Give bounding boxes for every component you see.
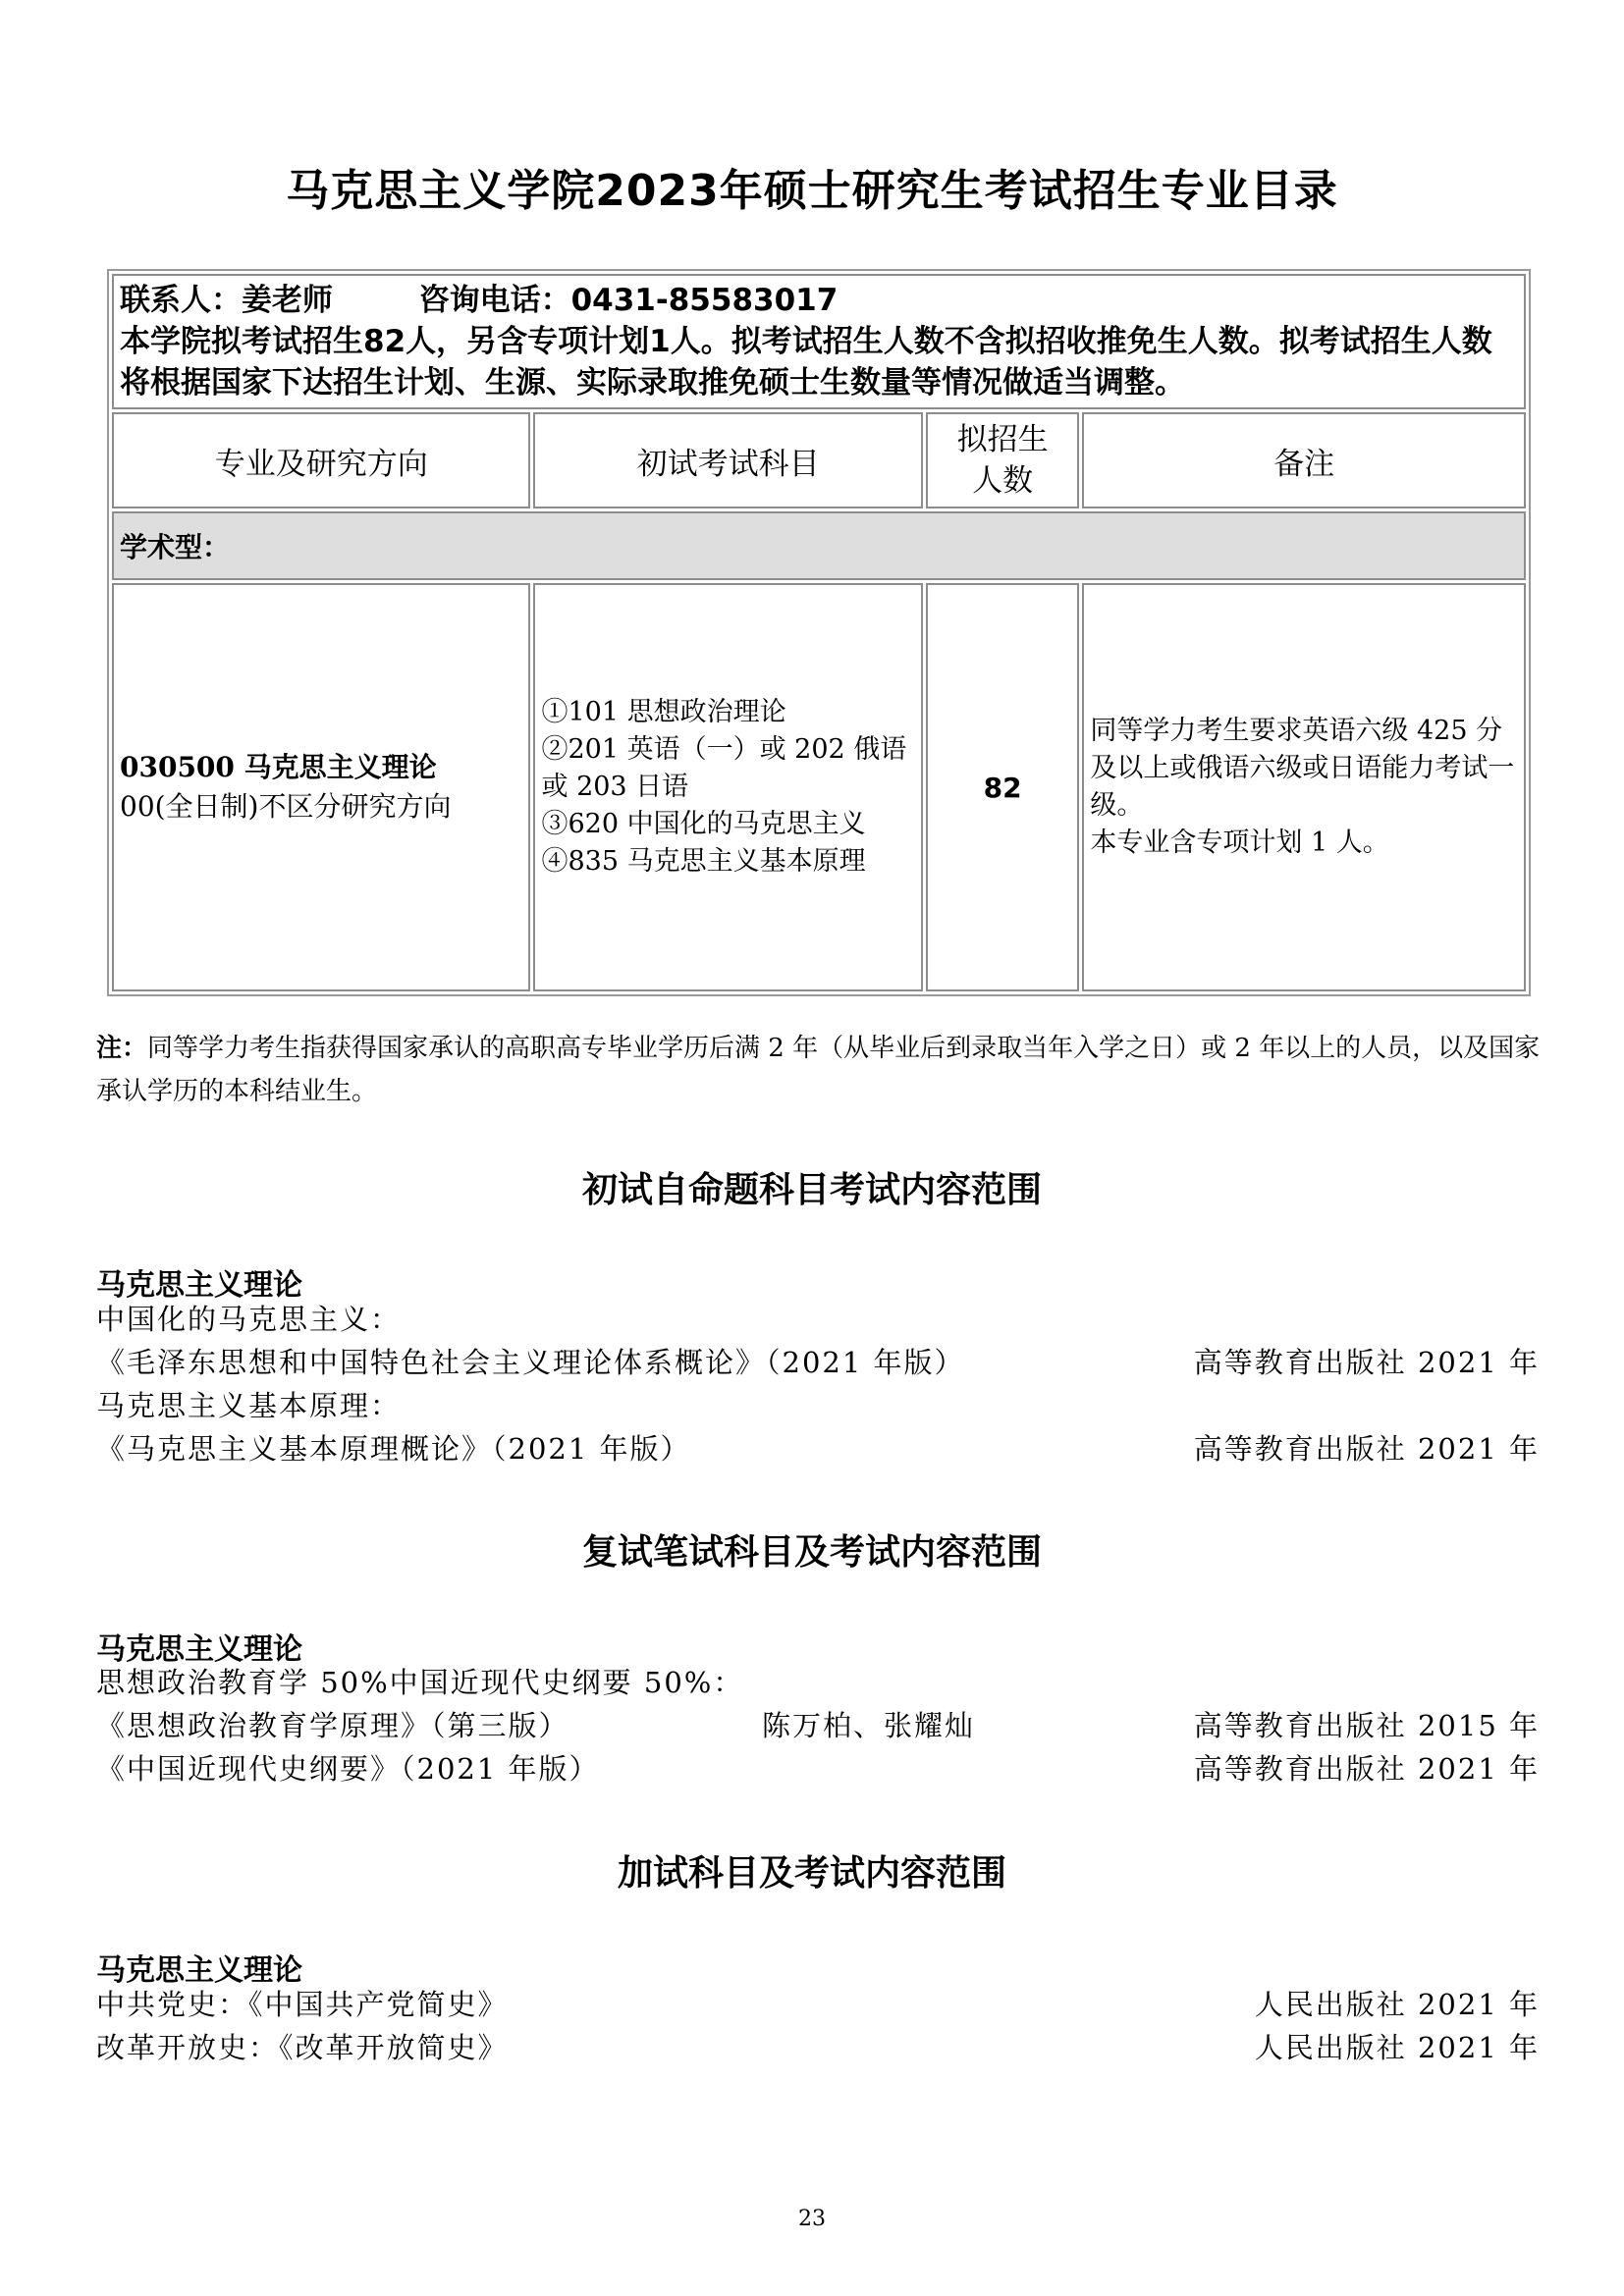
major-cell bbox=[112, 583, 530, 991]
line-text: 中国化的马克思主义： bbox=[96, 1303, 402, 1336]
publisher: 高等教育出版社 2015 年 bbox=[1193, 1709, 1540, 1742]
list-item bbox=[96, 1384, 1540, 1427]
publisher: 人民出版社 2021 年 bbox=[1254, 2031, 1540, 2064]
line-text: 思想政治教育学 50%中国近现代史纲要 50%： bbox=[96, 1666, 744, 1699]
list-item bbox=[96, 1661, 1540, 1704]
page-title: 马克思主义学院2023年硕士研究生考试招生专业目录 bbox=[286, 166, 1338, 216]
subject-heading-additional: 马克思主义理论 bbox=[96, 1953, 302, 1988]
book-title: 《马克思主义基本原理概论》（2021 年版） bbox=[96, 1432, 691, 1466]
footnote-label: 注： bbox=[96, 1034, 148, 1063]
header-count-line1: 拟招生 bbox=[956, 422, 1049, 457]
contact-person: 联系人：姜老师 bbox=[120, 283, 333, 318]
remarks-cell bbox=[1082, 583, 1526, 991]
list-item bbox=[96, 1298, 1540, 1341]
book-title: 中共党史：《中国共产党简史》 bbox=[96, 1988, 509, 2021]
line-text: 马克思主义基本原理： bbox=[96, 1389, 402, 1422]
page-number: 23 bbox=[798, 2207, 826, 2231]
book-title: 《中国近现代史纲要》（2021 年版） bbox=[96, 1752, 600, 1786]
book-title: 《毛泽东思想和中国特色社会主义理论体系概论》（2021 年版） bbox=[96, 1346, 965, 1379]
subject-item: ③620 中国化的马克思主义 bbox=[541, 809, 866, 839]
list-item bbox=[96, 1704, 1540, 1747]
subject-heading-initial: 马克思主义理论 bbox=[96, 1268, 302, 1303]
remark-item: 同等学力考生要求英语六级 425 分及以上或俄语六级或日语能力考试一级。 bbox=[1090, 716, 1515, 821]
header-count-line2: 人数 bbox=[972, 463, 1034, 499]
major-code-name: 030500 马克思主义理论 bbox=[120, 751, 437, 783]
quota-cell: 82 bbox=[926, 583, 1080, 991]
header-major: 专业及研究方向 bbox=[112, 412, 530, 508]
book-title: 《思想政治教育学原理》（第三版） bbox=[96, 1709, 569, 1742]
contact-phone: 咨询电话：0431-85583017 bbox=[418, 283, 839, 318]
table-row bbox=[112, 583, 1526, 991]
list-item bbox=[96, 2026, 1540, 2069]
list-item bbox=[96, 1747, 1540, 1790]
subjects-cell bbox=[533, 583, 922, 991]
subject-item: ②201 英语（一）或 202 俄语或 203 日语 bbox=[541, 734, 907, 802]
publisher: 人民出版社 2021 年 bbox=[1254, 1988, 1540, 2021]
header-count bbox=[926, 412, 1080, 508]
list-item bbox=[96, 1341, 1540, 1384]
book-author: 陈万柏、张耀灿 bbox=[762, 1709, 976, 1742]
enrollment-note: 本学院拟考试招生82人，另含专项计划1人。拟考试招生人数不含拟招收推免生人数。拟考试招生人数将根据国家下达招生计划、生源、实际录取推免硕士生数量等情况做适当调整。 bbox=[120, 324, 1492, 400]
contact-info-cell bbox=[112, 274, 1526, 409]
category-academic: 学术型： bbox=[112, 511, 1526, 580]
section-heading-initial: 初试自命题科目考试内容范围 bbox=[581, 1170, 1042, 1210]
header-remarks: 备注 bbox=[1082, 412, 1526, 508]
enrollment-catalog-table bbox=[107, 269, 1531, 996]
book-title: 改革开放史：《改革开放简史》 bbox=[96, 2031, 509, 2064]
footnote-text: 同等学力考生指获得国家承认的高职高专毕业学历后满 2 年（从毕业后到录取当年入学之日）或 2 年以上的人员，以及国家承认学历的本科结业生。 bbox=[96, 1034, 1541, 1106]
footnote bbox=[96, 1027, 1549, 1113]
header-subjects: 初试考试科目 bbox=[533, 412, 922, 508]
subject-item: ①101 思想政治理论 bbox=[541, 697, 786, 727]
research-direction: 00(全日制)不区分研究方向 bbox=[120, 790, 452, 823]
subject-item: ④835 马克思主义基本原理 bbox=[541, 846, 866, 877]
publisher: 高等教育出版社 2021 年 bbox=[1193, 1346, 1540, 1379]
publisher: 高等教育出版社 2021 年 bbox=[1193, 1432, 1540, 1466]
section-heading-additional: 加试科目及考试内容范围 bbox=[617, 1853, 1006, 1894]
section-heading-retest: 复试笔试科目及考试内容范围 bbox=[581, 1532, 1042, 1573]
publisher: 高等教育出版社 2021 年 bbox=[1193, 1752, 1540, 1786]
remark-item: 本专业含专项计划 1 人。 bbox=[1090, 828, 1389, 858]
subject-heading-retest: 马克思主义理论 bbox=[96, 1632, 302, 1667]
list-item bbox=[96, 1983, 1540, 2026]
list-item bbox=[96, 1427, 1540, 1470]
